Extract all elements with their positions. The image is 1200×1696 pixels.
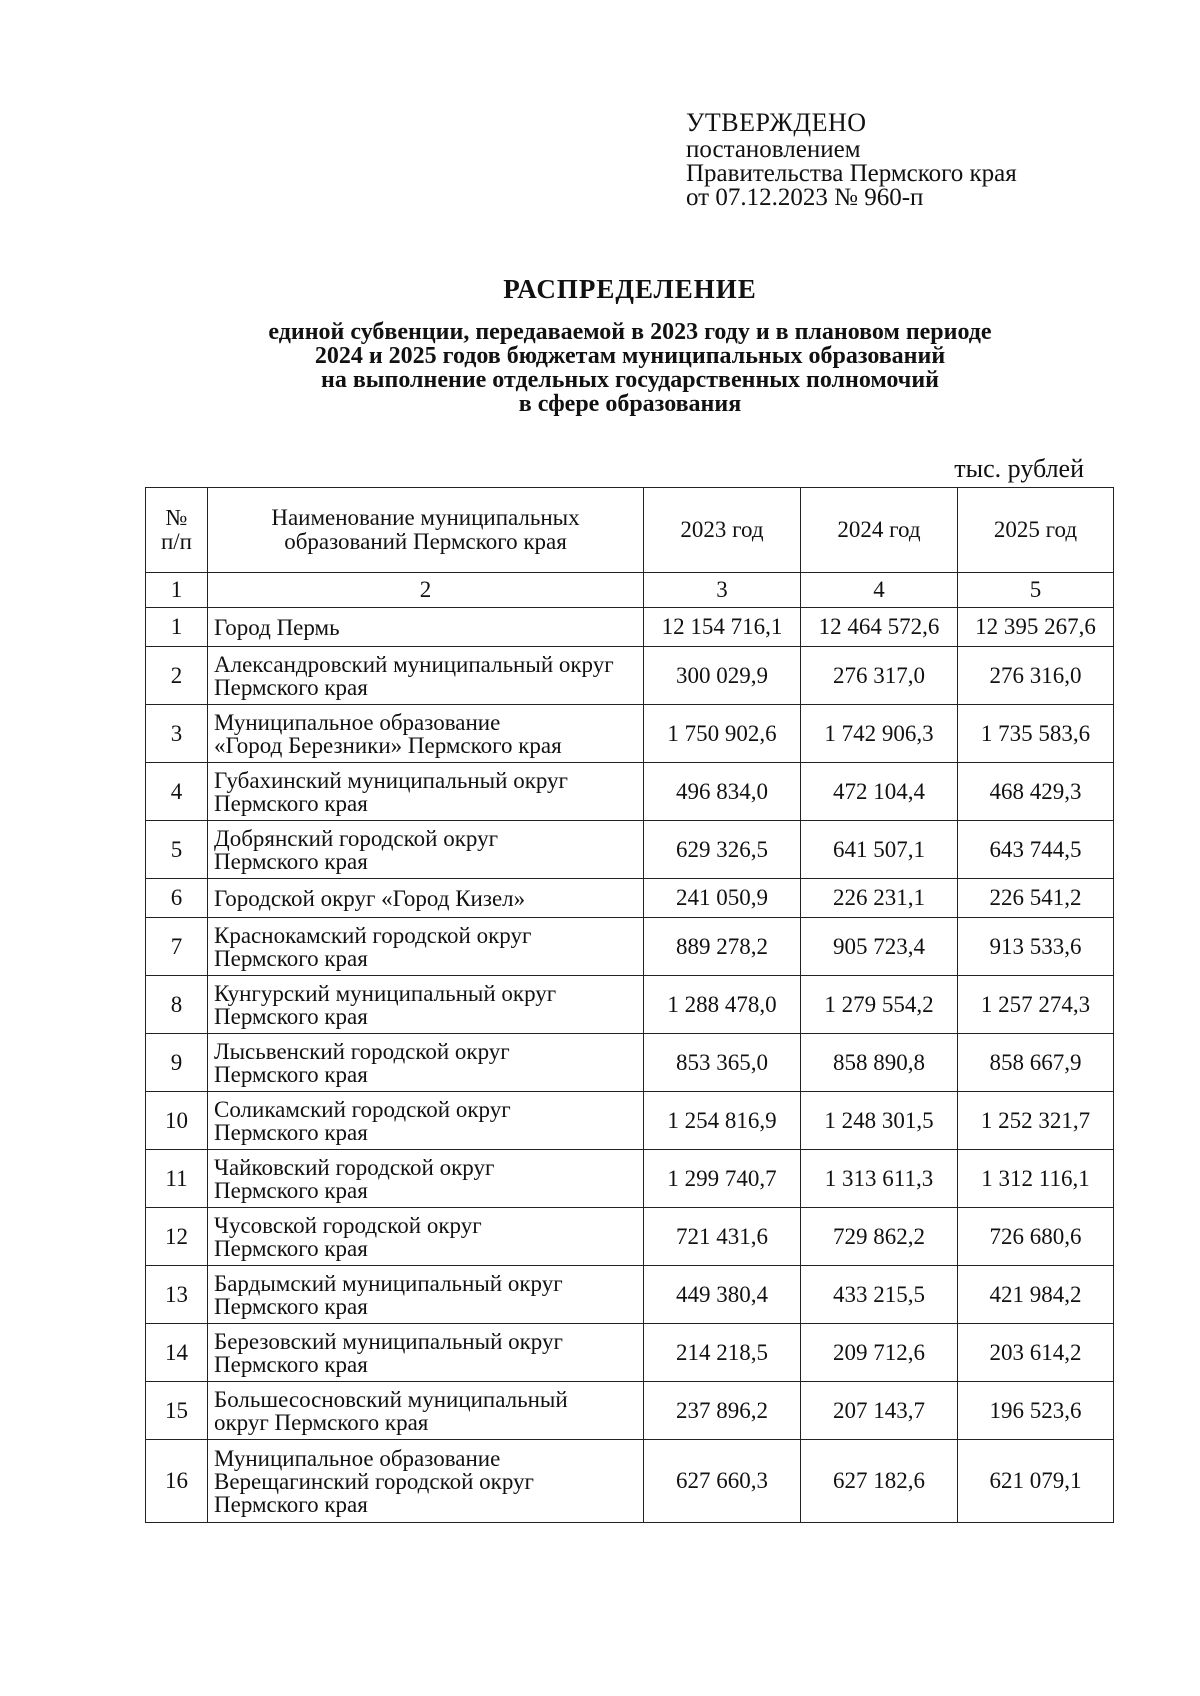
value-2023: 1 288 478,0 [644, 976, 801, 1034]
row-number: 16 [146, 1440, 208, 1523]
municipality-name-line: Чайковский городской округ [214, 1154, 495, 1180]
municipality-name [208, 976, 644, 1034]
table-row [146, 879, 1114, 918]
document-title: РАСПРЕДЕЛЕНИЕ [503, 274, 757, 304]
row-number: 1 [146, 608, 208, 647]
municipality-name [208, 821, 644, 879]
value-2025: 1 312 116,1 [958, 1150, 1114, 1208]
table-row [146, 918, 1114, 976]
header-number-line-2: п/п [160, 529, 192, 554]
value-2025: 913 533,6 [958, 918, 1114, 976]
value-2025: 12 395 267,6 [958, 608, 1114, 647]
value-2025: 421 984,2 [958, 1266, 1114, 1324]
value-2024: 207 143,7 [801, 1382, 958, 1440]
municipality-name-line: Александровский муниципальный округ [214, 651, 614, 677]
column-number-row [146, 573, 1114, 608]
row-number: 13 [146, 1266, 208, 1324]
value-2024: 472 104,4 [801, 763, 958, 821]
table-row [146, 1150, 1114, 1208]
value-2024: 627 182,6 [801, 1440, 958, 1523]
municipality-name [208, 1382, 644, 1440]
column-number: 4 [801, 573, 958, 608]
row-number: 7 [146, 918, 208, 976]
municipality-name [208, 1324, 644, 1382]
value-2025: 621 079,1 [958, 1440, 1114, 1523]
municipality-name-line: Пермского края [214, 848, 368, 874]
row-number: 10 [146, 1092, 208, 1150]
value-2023: 214 218,5 [644, 1324, 801, 1382]
municipality-name-line: Пермского края [214, 790, 368, 816]
value-2025: 226 541,2 [958, 879, 1114, 918]
table-body [146, 608, 1114, 1523]
municipality-name [208, 647, 644, 705]
municipality-name-line: Верещагинский городской округ [214, 1468, 534, 1494]
value-2025: 726 680,6 [958, 1208, 1114, 1266]
value-2024: 729 862,2 [801, 1208, 958, 1266]
row-number: 5 [146, 821, 208, 879]
document-subtitle-line-4: в сфере образования [518, 391, 742, 417]
table-row [146, 1324, 1114, 1382]
approval-stamp-block [686, 108, 1146, 210]
municipality-name-line: Березовский муниципальный округ [214, 1328, 563, 1354]
table-row [146, 763, 1114, 821]
municipality-name [208, 1150, 644, 1208]
municipality-name-line: Городской округ «Город Кизел» [214, 885, 526, 911]
value-2023: 629 326,5 [644, 821, 801, 879]
value-2024: 1 248 301,5 [801, 1092, 958, 1150]
municipality-name-line: Кунгурский муниципальный округ [214, 980, 557, 1006]
column-number: 5 [958, 573, 1114, 608]
value-2023: 853 365,0 [644, 1034, 801, 1092]
municipality-name-line: Муниципальное образование [214, 709, 501, 735]
value-2025: 1 252 321,7 [958, 1092, 1114, 1150]
value-2024: 1 313 611,3 [801, 1150, 958, 1208]
table-row [146, 1034, 1114, 1092]
value-2025: 1 735 583,6 [958, 705, 1114, 763]
municipality-name-line: Лысьвенский городской округ [214, 1038, 510, 1064]
municipality-name-line: Добрянский городской округ [214, 825, 499, 851]
table-row [146, 1092, 1114, 1150]
value-2024: 1 279 554,2 [801, 976, 958, 1034]
municipality-name [208, 1208, 644, 1266]
municipality-name-line: Соликамский городской округ [214, 1096, 511, 1122]
row-number: 14 [146, 1324, 208, 1382]
approval-line-3: Правительства Пермского края [686, 160, 1017, 187]
value-2024: 905 723,4 [801, 918, 958, 976]
units-label: тыс. рублей [954, 454, 1084, 483]
municipality-name [208, 705, 644, 763]
table-row [146, 1208, 1114, 1266]
header-name-line-2: образований Пермского края [284, 529, 567, 554]
header-name [208, 488, 644, 573]
header-number [146, 488, 208, 573]
table-row [146, 1440, 1114, 1523]
row-number: 2 [146, 647, 208, 705]
row-number: 3 [146, 705, 208, 763]
municipality-name [208, 1092, 644, 1150]
value-2023: 237 896,2 [644, 1382, 801, 1440]
municipality-name [208, 1266, 644, 1324]
value-2024: 226 231,1 [801, 879, 958, 918]
municipality-name-line: Пермского края [214, 1293, 368, 1319]
value-2025: 468 429,3 [958, 763, 1114, 821]
value-2023: 721 431,6 [644, 1208, 801, 1266]
municipality-name-line: Чусовской городской округ [214, 1212, 482, 1238]
row-number: 4 [146, 763, 208, 821]
value-2024: 209 712,6 [801, 1324, 958, 1382]
value-2023: 496 834,0 [644, 763, 801, 821]
value-2024: 858 890,8 [801, 1034, 958, 1092]
row-number: 15 [146, 1382, 208, 1440]
row-number: 12 [146, 1208, 208, 1266]
municipality-name [208, 879, 644, 918]
distribution-table [145, 487, 1114, 1523]
value-2024: 641 507,1 [801, 821, 958, 879]
table-header-row [146, 488, 1114, 573]
table-row [146, 608, 1114, 647]
municipality-name [208, 608, 644, 647]
municipality-name-line: Пермского края [214, 1003, 368, 1029]
municipality-name-line: Пермского края [214, 945, 368, 971]
municipality-name-line: Пермского края [214, 1119, 368, 1145]
header-name-line-1: Наименование муниципальных [271, 505, 580, 530]
value-2023: 449 380,4 [644, 1266, 801, 1324]
municipality-name-line: Краснокамский городской округ [214, 922, 532, 948]
value-2023: 241 050,9 [644, 879, 801, 918]
value-2023: 1 254 816,9 [644, 1092, 801, 1150]
value-2023: 627 660,3 [644, 1440, 801, 1523]
value-2023: 300 029,9 [644, 647, 801, 705]
municipality-name-line: Губахинский муниципальный округ [214, 767, 568, 793]
header-2023: 2023 год [644, 488, 801, 573]
value-2023: 1 750 902,6 [644, 705, 801, 763]
row-number: 8 [146, 976, 208, 1034]
value-2023: 889 278,2 [644, 918, 801, 976]
row-number: 11 [146, 1150, 208, 1208]
value-2024: 276 317,0 [801, 647, 958, 705]
value-2023: 1 299 740,7 [644, 1150, 801, 1208]
municipality-name-line: Пермского края [214, 1177, 368, 1203]
value-2024: 433 215,5 [801, 1266, 958, 1324]
column-number: 1 [146, 573, 208, 608]
value-2024: 1 742 906,3 [801, 705, 958, 763]
table-row [146, 705, 1114, 763]
column-number: 2 [208, 573, 644, 608]
municipality-name-line: Город Пермь [214, 614, 340, 640]
document-subtitle-line-2: 2024 и 2025 годов бюджетам муниципальных образований [314, 343, 946, 369]
table-row [146, 976, 1114, 1034]
approval-line-2: постановлением [686, 136, 861, 163]
municipality-name-line: Пермского края [214, 674, 368, 700]
table-row [146, 1382, 1114, 1440]
municipality-name [208, 763, 644, 821]
value-2025: 196 523,6 [958, 1382, 1114, 1440]
approval-line-4: от 07.12.2023 № 960-п [686, 184, 924, 211]
municipality-name-line: округ Пермского края [214, 1409, 429, 1435]
value-2025: 276 316,0 [958, 647, 1114, 705]
table-row [146, 1266, 1114, 1324]
column-number: 3 [644, 573, 801, 608]
document-subtitle-line-3: на выполнение отдельных государственных полномочий [321, 367, 939, 393]
value-2025: 858 667,9 [958, 1034, 1114, 1092]
municipality-name [208, 1034, 644, 1092]
header-2024: 2024 год [801, 488, 958, 573]
table-row [146, 647, 1114, 705]
row-number: 9 [146, 1034, 208, 1092]
header-2025: 2025 год [958, 488, 1114, 573]
municipality-name-line: Большесосновский муниципальный [214, 1386, 568, 1412]
municipality-name-line: Муниципальное образование [214, 1445, 501, 1471]
municipality-name-line: Пермского края [214, 1235, 368, 1261]
municipality-name [208, 918, 644, 976]
approval-title: УТВЕРЖДЕНО [686, 108, 867, 137]
municipality-name-line: Пермского края [214, 1491, 368, 1517]
table-row [146, 821, 1114, 879]
value-2023: 12 154 716,1 [644, 608, 801, 647]
document-title-block [120, 272, 1140, 416]
municipality-name-line: Пермского края [214, 1061, 368, 1087]
row-number: 6 [146, 879, 208, 918]
municipality-name-line: Бардымский муниципальный округ [214, 1270, 563, 1296]
municipality-name-line: Пермского края [214, 1351, 368, 1377]
value-2024: 12 464 572,6 [801, 608, 958, 647]
value-2025: 1 257 274,3 [958, 976, 1114, 1034]
municipality-name-line: «Город Березники» Пермского края [214, 732, 562, 758]
document-subtitle-line-1: единой субвенции, передаваемой в 2023 году и в плановом периоде [268, 319, 992, 345]
header-number-line-1: № [165, 505, 188, 530]
value-2025: 203 614,2 [958, 1324, 1114, 1382]
municipality-name [208, 1440, 644, 1523]
value-2025: 643 744,5 [958, 821, 1114, 879]
